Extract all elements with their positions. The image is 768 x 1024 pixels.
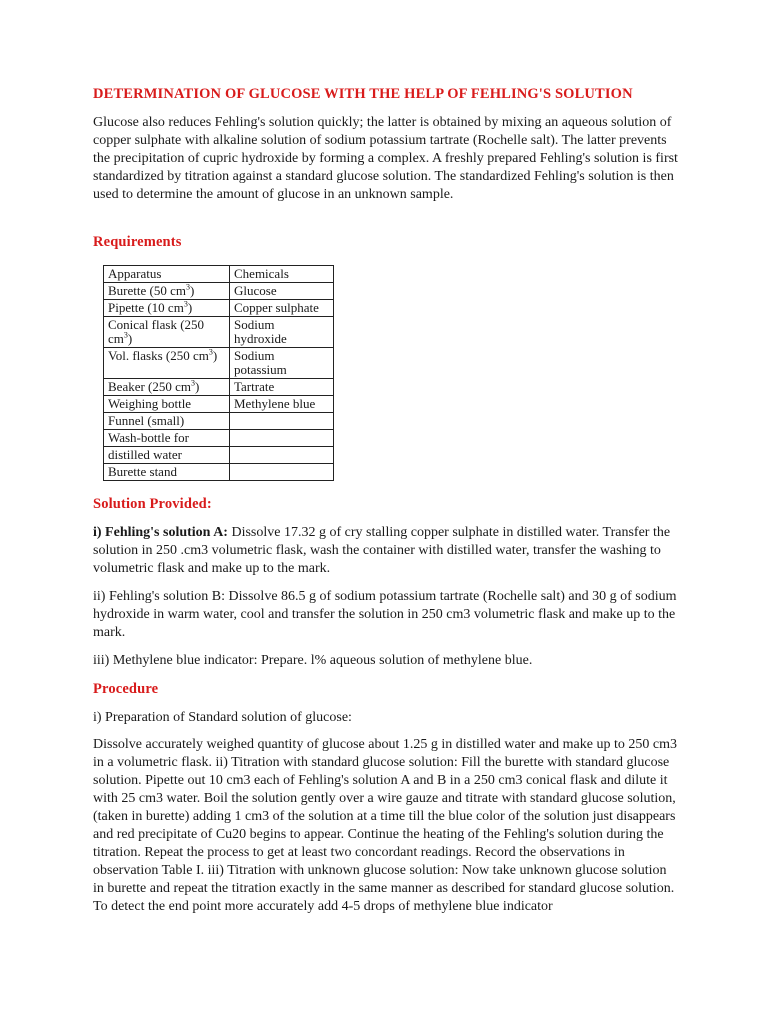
chemical-cell: Sodium potassium bbox=[230, 348, 334, 379]
table-header-row bbox=[104, 266, 334, 283]
methylene-blue-paragraph: iii) Methylene blue indicator: Prepare. l% aqueous solution of methylene blue. bbox=[93, 653, 533, 668]
apparatus-cell: Conical flask (250 $cm^3$) bbox=[104, 317, 230, 348]
table-row bbox=[104, 317, 334, 348]
chemical-cell: Glucose bbox=[230, 283, 334, 300]
table-row bbox=[104, 300, 334, 317]
apparatus-cell: Weighing bottle bbox=[104, 396, 230, 413]
table-row bbox=[104, 413, 334, 430]
intro-paragraph: Glucose also reduces Fehling's solution quickly; the latter is obtained by mixing an aqueous solution of copper sulphate with alkaline solution of sodium potassium tartrate (Rochelle salt). The latter prevents the precipitation of cupric hydroxide by forming a complex. A freshly prepared Fehling's solution is first standardized by titration against a standard glucose solution. The standardized Fehling's solution is then used to determine the amount of glucose in an unknown sample. bbox=[93, 115, 678, 202]
chemical-cell: Sodium hydroxide bbox=[230, 317, 334, 348]
table-row bbox=[104, 447, 334, 464]
chemical-cell: Copper sulphate bbox=[230, 300, 334, 317]
apparatus-cell: Burette stand bbox=[104, 464, 230, 481]
column-header-chemicals: Chemicals bbox=[230, 266, 334, 283]
apparatus-cell: Burette (50 $cm^3$) bbox=[104, 283, 230, 300]
chemical-cell bbox=[230, 413, 334, 430]
table-row bbox=[104, 283, 334, 300]
chemical-cell: Methylene blue bbox=[230, 396, 334, 413]
fehling-a-text: Dissolve 17.32 g of cry stalling copper sulphate in distilled water. Transfer the solution in 250 .cm3 volumetric flask, wash the container with distilled water, transfer the washing to volumetric flask and make up to the mark. bbox=[93, 525, 671, 576]
table-row bbox=[104, 430, 334, 447]
apparatus-cell: distilled water bbox=[104, 447, 230, 464]
chemical-cell bbox=[230, 447, 334, 464]
procedure-body: Dissolve accurately weighed quantity of glucose about 1.25 g in distilled water and make up to 250 cm3 in a volumetric flask. ii) Titration with standard glucose solution: Fill the burette with standard glucose solution. Pipette out 10 cm3 each of Fehling's solution A and B in a 250 cm3 conical flask and dilute it with 25 cm3 water. Boil the solution gently over a wire gauze and titrate with standard glucose solution, (taken in burette) adding 1 cm3 of the solution at a time till the blue color of the solution just disappears and red precipitate of Cu20 begins to appear. Continue the heating of the Fehling's solution during the titration. Repeat the process to get at least two concordant readings. Record the observations in observation Table I. iii) Titration with unknown glucose solution: Now take unknown glucose solution in burette and repeat the titration exactly in the same manner as described for standard glucose solution. To detect the end point more accurately add 4-5 drops of methylene blue indicator bbox=[93, 737, 677, 914]
chemical-cell bbox=[230, 464, 334, 481]
apparatus-cell: Beaker (250 $cm^3$) bbox=[104, 379, 230, 396]
table-row bbox=[104, 379, 334, 396]
apparatus-cell: Pipette (10 $cm^3$) bbox=[104, 300, 230, 317]
column-header-apparatus: Apparatus bbox=[104, 266, 230, 283]
apparatus-cell: Wash-bottle for bbox=[104, 430, 230, 447]
fehling-b-paragraph: ii) Fehling's solution B: Dissolve 86.5 g of sodium potassium tartrate (Rochelle salt) and 30 g of sodium hydroxide in warm water, cool and transfer the solution in 250 cm3 volumetric flask and make up to the mark. bbox=[93, 589, 677, 640]
procedure-heading: Procedure bbox=[93, 681, 159, 697]
procedure-step-1: i) Preparation of Standard solution of glucose: bbox=[93, 710, 352, 725]
requirements-table bbox=[103, 265, 334, 481]
table-row bbox=[104, 348, 334, 379]
fehling-a-paragraph bbox=[93, 524, 678, 578]
table-row bbox=[104, 396, 334, 413]
solution-provided-heading: Solution Provided: bbox=[93, 496, 212, 512]
chemical-cell: Tartrate bbox=[230, 379, 334, 396]
document-title: DETERMINATION OF GLUCOSE WITH THE HELP OF FEHLING'S SOLUTION bbox=[93, 86, 633, 102]
apparatus-cell: Vol. flasks (250 $cm^3$) bbox=[104, 348, 230, 379]
chemical-cell bbox=[230, 430, 334, 447]
apparatus-cell: Funnel (small) bbox=[104, 413, 230, 430]
table-row bbox=[104, 464, 334, 481]
requirements-heading: Requirements bbox=[93, 234, 182, 250]
fehling-a-label: i) Fehling's solution A: bbox=[93, 525, 228, 540]
